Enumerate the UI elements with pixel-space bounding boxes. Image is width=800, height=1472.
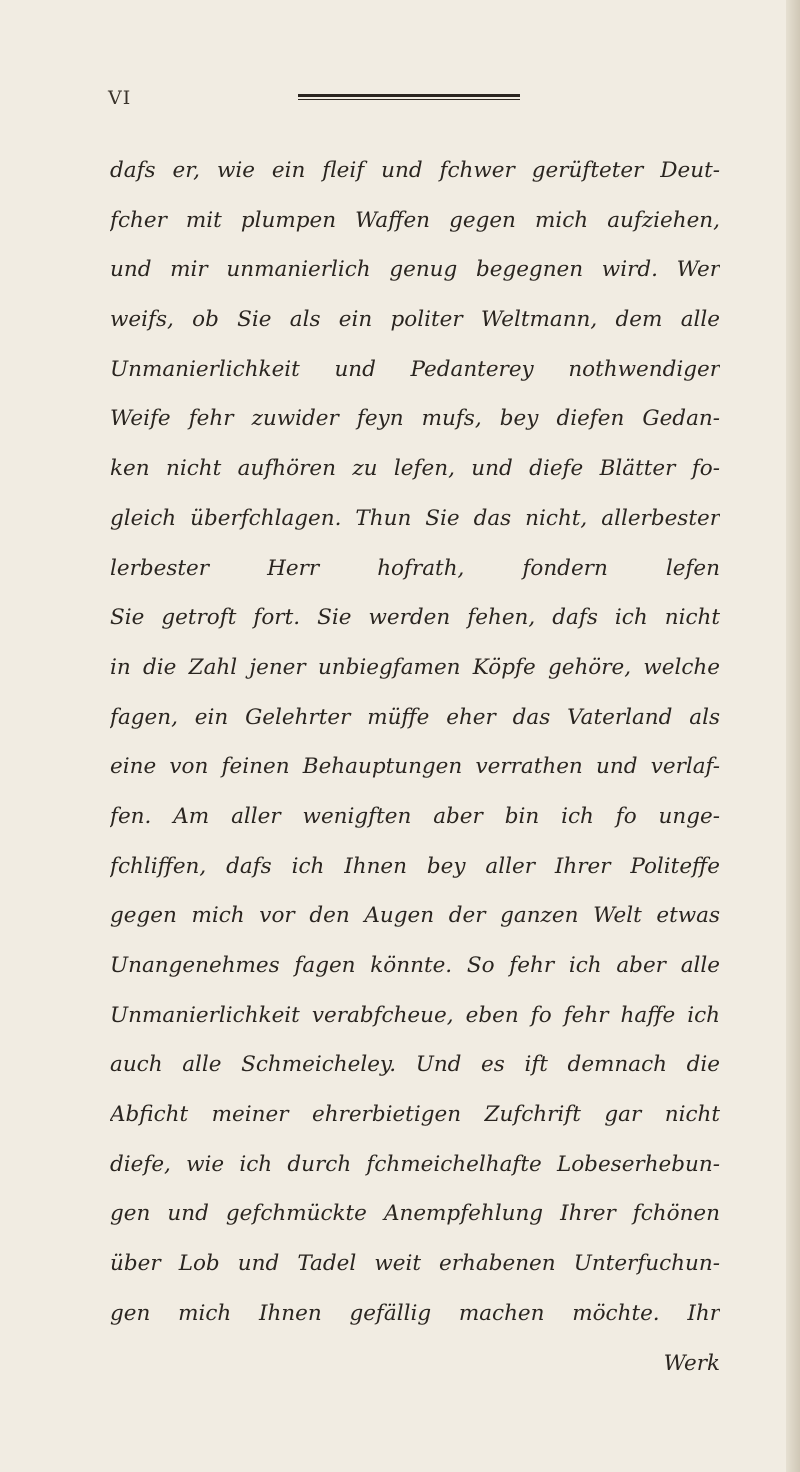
text-line: weifs, ob Sie als ein politer Weltmann, dem alle: [110, 307, 720, 333]
text-line: Sie getroft fort. Sie werden fehen, dafs ich nicht: [110, 605, 720, 631]
text-line: Abficht meiner ehrerbietigen Zufchrift gar nicht: [110, 1102, 720, 1128]
catchword: Werk: [663, 1350, 720, 1376]
text-line: Unmanierlichkeit und Pedanterey nothwendiger: [110, 356, 720, 382]
text-line: über Lob und Tadel weit erhabenen Unterfuchun-: [110, 1251, 720, 1277]
text-line: Weife fehr zuwider feyn mufs, bey diefen Gedan-: [110, 406, 720, 432]
page-edge-shadow: [786, 0, 800, 1472]
text-line: gen mich Ihnen gefällig machen möchte. Ihr: [110, 1300, 720, 1326]
body-text: [110, 146, 720, 1388]
text-line: fagen, ein Gelehrter müffe eher das Vaterland als: [110, 704, 720, 730]
text-line: diefe, wie ich durch fchmeichelhafte Lobeserhebun-: [110, 1151, 720, 1177]
text-line: fcher mit plumpen Waffen gegen mich aufziehen,: [110, 207, 720, 233]
text-line: dafs er, wie ein fleif und fchwer gerüfteter Deut-: [110, 158, 720, 183]
text-line: fen. Am aller wenigften aber bin ich fo unge-: [110, 803, 720, 829]
text-line: fchliffen, dafs ich Ihnen bey aller Ihrer Politeffe: [110, 853, 720, 879]
text-line: Unmanierlichkeit verabfcheue, eben fo fehr haffe ich: [110, 1002, 720, 1028]
text-line: und mir unmanierlich genug begegnen wird. Wer: [110, 257, 720, 283]
text-line: ken nicht aufhören zu lefen, und diefe Blätter fo-: [110, 456, 720, 482]
text-line: Unangenehmes fagen könnte. So fehr ich aber alle: [110, 953, 720, 978]
text-line: gen und gefchmückte Anempfehlung Ihrer fchönen: [110, 1201, 720, 1227]
text-line: auch alle Schmeicheley. Und es ift demnach die: [110, 1052, 720, 1078]
page-number: VI: [108, 87, 132, 109]
text-line: gleich überfchlagen. Thun Sie das nicht, allerbester: [110, 505, 720, 531]
header-rule: [298, 94, 520, 100]
text-line: in die Zahl jener unbiegfamen Köpfe gehöre, welche: [110, 654, 720, 680]
text-line: eine von feinen Behauptungen verrathen und verlaf-: [110, 754, 720, 780]
text-line: gegen mich vor den Augen der ganzen Welt etwas: [110, 903, 720, 929]
text-line: lerbester Herr hofrath, fondern lefen: [110, 555, 720, 581]
